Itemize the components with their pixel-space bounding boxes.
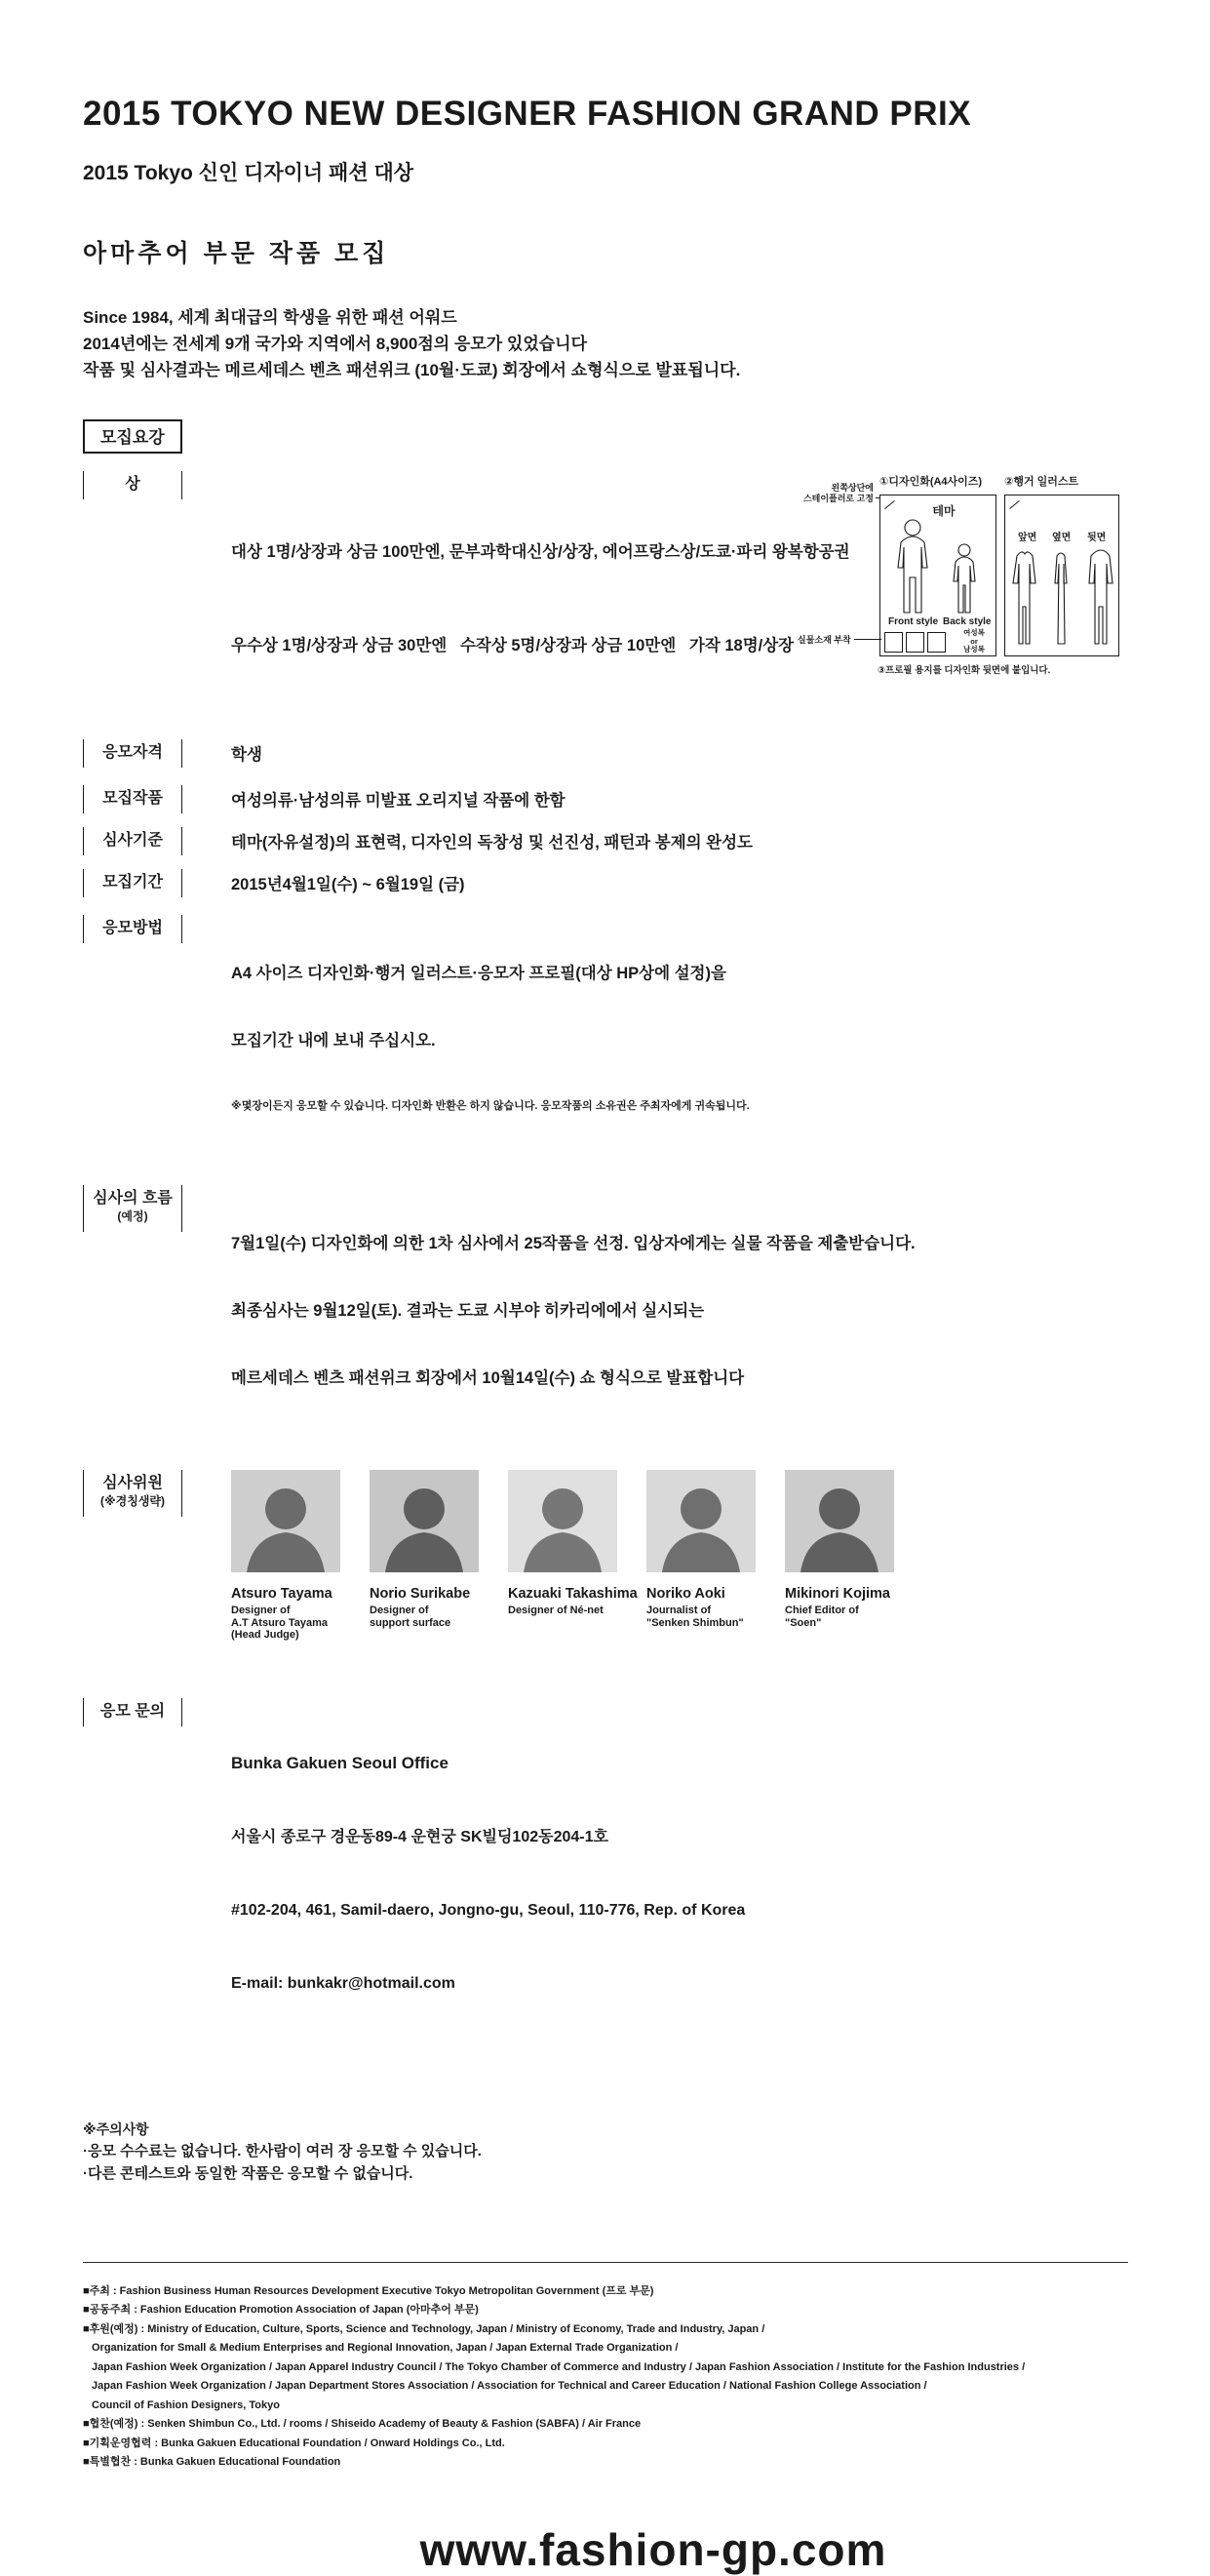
- text-line: (Head Judge): [231, 1629, 299, 1641]
- text-line: 2014년에는 전세계 9개 국가와 지역에서 8,900점의 응모가 있었습니다: [83, 335, 588, 353]
- profile-attachment-note: ③프로필 용지를 디자인화 뒷면에 붙입니다.: [878, 665, 1051, 676]
- row-label: 응모자격: [83, 739, 182, 768]
- judges-list: [231, 1470, 923, 1642]
- row-label: 응모 문의: [83, 1698, 182, 1726]
- swatch-square: [884, 632, 903, 653]
- requirements-box-label: 모집요강: [83, 419, 182, 454]
- text-line: 모집기간 내에 보내 주십시오.: [231, 1032, 436, 1050]
- judge-photo: [646, 1470, 756, 1572]
- text-line: ■주최 : Fashion Business Human Resources Development Executive Tokyo Metropolitan Government (프로 부문): [83, 2284, 654, 2297]
- row-label-sub: (※경칭생략): [99, 1494, 166, 1508]
- front-view-label: 앞면: [1018, 533, 1037, 543]
- text-line: "Senken Shimbun": [646, 1616, 744, 1629]
- hanger-illustration-box: [1004, 495, 1119, 656]
- text-line: A.T Atsuro Tayama: [231, 1616, 329, 1629]
- side-view-label: 옆면: [1052, 533, 1072, 543]
- front-style-label: Front style: [888, 616, 939, 627]
- row-label: 응모방법: [83, 915, 182, 943]
- text-line: ■기획운영협력 : Bunka Gakuen Educational Foundation / Onward Holdings Co., Ltd.: [83, 2437, 505, 2449]
- row-content: [231, 1698, 745, 2045]
- portrait-silhouette: [646, 1470, 756, 1572]
- row-label: 상: [83, 471, 182, 499]
- text-line: 메르세데스 벤츠 패션위크 회장에서 10월14일(수) 쇼 형식으로 발표합니다: [231, 1369, 745, 1387]
- cautions-block: [83, 2120, 1131, 2184]
- back-view-label: 뒷면: [1087, 533, 1107, 543]
- row-judges: [83, 1470, 1131, 1642]
- row-content: [231, 915, 750, 1158]
- text-line: support surface: [370, 1616, 451, 1629]
- row-label-text: 심사위원: [102, 1475, 163, 1491]
- portrait-silhouette: [785, 1470, 894, 1572]
- text-line: 여성복: [963, 628, 985, 637]
- organizers-block: [83, 2282, 1131, 2473]
- contact-address-en: #102-204, 461, Samil-daero, Jongno-gu, Seoul, 110-776, Rep. of Korea: [231, 1901, 746, 1919]
- row-content: [231, 1185, 916, 1435]
- material-annotation: 실물소재 부착: [798, 635, 851, 645]
- garment-outlines: [1005, 546, 1118, 654]
- text-line: ·응모 수수료는 없습니다. 한사람이 여러 장 응모할 수 있습니다.: [83, 2142, 482, 2160]
- text-line: 우수상 1명/상장과 상금 30만엔 수작상 5명/상장과 상금 10만엔 가작 18명/상장: [231, 637, 795, 654]
- text-line: 작품 및 심사결과는 메르세데스 벤츠 패션위크 (10월·도쿄) 회장에서 쇼형식으로 발표됩니다.: [83, 361, 741, 379]
- text-line: Since 1984, 세계 최대급의 학생을 위한 패션 어워드: [83, 308, 457, 327]
- row-content: 테마(자유설정)의 표현력, 디자인의 독창성 및 선진성, 패턴과 봉제의 완성도: [231, 834, 754, 852]
- design-drawing-box: [879, 495, 996, 656]
- judge-card: [370, 1470, 479, 1642]
- contact-organization: Bunka Gakuen Seoul Office: [231, 1753, 449, 1772]
- text-line: 남성복: [963, 645, 985, 654]
- judge-name: Mikinori Kojima: [785, 1586, 890, 1602]
- judge-desc: [370, 1605, 479, 1629]
- website-url[interactable]: www.fashion-gp.com: [419, 2523, 887, 2575]
- row-label: 모집작품: [83, 785, 182, 813]
- row-label: [83, 1470, 182, 1517]
- text-line: ■공동주최 : Fashion Education Promotion Association of Japan (아마추어 부문): [83, 2304, 479, 2316]
- apply-fine-print: ※몇장이든지 응모할 수 있습니다. 디자인화 반환은 하지 않습니다. 응모작품의 소유권은 주최자에게 귀속됩니다.: [231, 1100, 750, 1112]
- text-line: Journalist of: [646, 1605, 712, 1616]
- judge-name: Atsuro Tayama: [231, 1586, 332, 1602]
- row-eligibility: [83, 739, 1131, 768]
- judge-desc: [785, 1605, 894, 1629]
- row-content: 2015년4월1일(수) ~ 6월19일 (금): [231, 876, 465, 893]
- text-line: ■후원(예정) : Ministry of Education, Culture, Sports, Science and Technology, Japan / Ministry of Economy, Trade and Industry, Japan /: [83, 2322, 765, 2335]
- row-judging-flow: [83, 1185, 1131, 1435]
- judge-photo: [231, 1470, 340, 1572]
- portrait-silhouette: [508, 1470, 617, 1572]
- text-line: Japan Fashion Week Organization / Japan Apparel Industry Council / The Tokyo Chamber of Commerce and Industry / Japan Fashion Association / Institute for the Fashion Industries /: [92, 2360, 1026, 2373]
- judge-photo: [785, 1470, 894, 1572]
- contact-address-kr: 서울시 종로구 경운동89-4 운현궁 SK빌딩102동204-1호: [231, 1828, 608, 1845]
- staple-mark-icon: [884, 500, 895, 509]
- staple-annotation: [780, 483, 874, 503]
- row-criteria: [83, 827, 1131, 855]
- front-back-figure-outlines: [880, 517, 995, 616]
- row-content: 학생: [231, 746, 262, 764]
- row-label: 모집기간: [83, 869, 182, 897]
- text-line: A4 사이즈 디자인화·행거 일러스트·응모자 프로필(대상 HP상에 설정)을: [231, 965, 726, 982]
- judge-card: [231, 1470, 340, 1642]
- footer-divider: [83, 2262, 1128, 2263]
- page-title: 2015 TOKYO NEW DESIGNER FASHION GRAND PRIX: [83, 95, 972, 133]
- text-line: Designer of: [231, 1605, 291, 1616]
- section-heading: 아마추어 부문 작품 모집: [83, 240, 390, 267]
- row-entry-works: [83, 785, 1131, 813]
- judge-desc: [231, 1605, 340, 1642]
- swatch-square: [906, 632, 924, 653]
- hanger-box-title: ②행거 일러스트: [1004, 476, 1079, 488]
- poster-page: [83, 0, 1131, 2576]
- judge-desc: [646, 1605, 756, 1629]
- judge-card: [508, 1470, 638, 1642]
- judge-name: Noriko Aoki: [646, 1586, 725, 1602]
- text-line: Chief Editor of "Soen": [785, 1605, 859, 1629]
- judge-name: Kazuaki Takashima: [508, 1586, 638, 1602]
- judge-card: [785, 1470, 894, 1642]
- text-line: Designer of Né-net: [508, 1605, 604, 1616]
- row-content: 여성의류·남성의류 미발표 오리지널 작품에 한함: [231, 792, 566, 810]
- row-label: 심사기준: [83, 827, 182, 855]
- design-box-title: ①디자인화(A4사이즈): [879, 476, 983, 488]
- row-label-text: 심사의 흐름: [93, 1190, 173, 1207]
- contact-email[interactable]: E-mail: bunkakr@hotmail.com: [231, 1974, 455, 1992]
- row-label-sub: (예정): [117, 1209, 148, 1223]
- intro-paragraph: [83, 304, 1131, 383]
- page-subtitle: 2015 Tokyo 신인 디자이너 패션 대상: [83, 162, 414, 184]
- back-style-label: Back style: [943, 616, 992, 627]
- text-line: ■특별협찬 : Bunka Gakuen Educational Foundation: [83, 2456, 341, 2468]
- row-contact: [83, 1698, 1131, 2045]
- text-line: Council of Fashion Designers, Tokyo: [92, 2398, 280, 2411]
- text-line: Designer of: [370, 1605, 429, 1616]
- gender-note: [955, 629, 994, 654]
- annotation-connector-line: [854, 639, 881, 640]
- judge-desc: [508, 1605, 617, 1617]
- text-line: 왼쪽상단에: [831, 483, 874, 493]
- judge-photo: [370, 1470, 479, 1572]
- text-line: ■협찬(예정) : Senken Shimbun Co., Ltd. / rooms / Shiseido Academy of Beauty & Fashion (SABFA) / Air France: [83, 2418, 642, 2430]
- material-swatches: [884, 632, 949, 653]
- submission-diagram: [683, 444, 1141, 683]
- text-line: 7월1일(수) 디자인화에 의한 1차 심사에서 25작품을 선정. 입상자에게는 실물 작품을 제출받습니다.: [231, 1235, 916, 1252]
- text-line: Japan Fashion Week Organization / Japan Department Stores Association / Association for Technical and Career Education / National Fashion College Association /: [92, 2380, 927, 2392]
- row-label: [83, 1185, 182, 1232]
- judge-name: Norio Surikabe: [370, 1586, 471, 1602]
- text-line: ·다른 콘테스트와 동일한 작품은 응모할 수 없습니다.: [83, 2164, 413, 2182]
- theme-label: 테마: [932, 504, 956, 518]
- judge-card: [646, 1470, 756, 1642]
- row-how-to-apply: [83, 915, 1131, 1158]
- portrait-silhouette: [231, 1470, 340, 1572]
- judge-photo: [508, 1470, 617, 1572]
- text-line: 최종심사는 9월12일(토). 결과는 도쿄 시부야 히카리에에서 실시되는: [231, 1302, 705, 1320]
- text-line: 대상 1명/상장과 상금 100만엔, 문부과학대신상/상장, 에어프랑스상/도쿄·파리 왕복항공권: [231, 543, 850, 561]
- row-period: [83, 869, 1131, 897]
- text-line: 스테이플러로 고정: [802, 493, 874, 503]
- swatch-square: [927, 632, 946, 653]
- portrait-silhouette: [370, 1470, 479, 1572]
- text-line: Organization for Small & Medium Enterprises and Regional Innovation, Japan / Japan External Trade Organization /: [92, 2342, 679, 2354]
- cautions-heading: ※주의사항: [83, 2120, 149, 2137]
- staple-mark-icon: [1009, 500, 1020, 509]
- text-line: or: [970, 636, 978, 646]
